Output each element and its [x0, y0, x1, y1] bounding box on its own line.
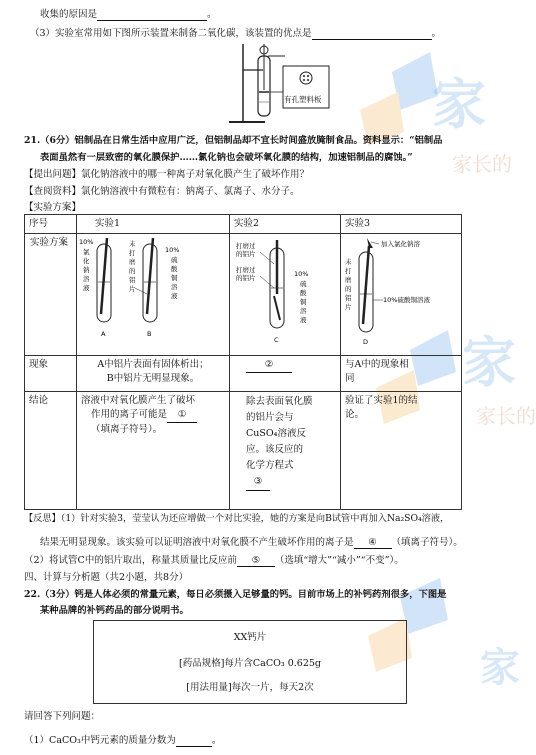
svg-text:的: 的 — [345, 285, 352, 293]
svg-text:10%: 10% — [294, 270, 309, 278]
exp2-conc-line-b: 的铝片会与 — [246, 412, 294, 423]
answer-blank-ca-fraction[interactable] — [176, 735, 212, 747]
watermark-sub-1: 家长的 — [452, 152, 512, 176]
box-title: XX钙片 — [233, 632, 267, 643]
exp2-conc-line-d: 应。该反应的 — [246, 444, 304, 455]
svg-text:磨: 磨 — [129, 258, 136, 266]
exp2-plan-cell — [230, 234, 341, 356]
exp3-conc-line-a: 验证了实验1的结 — [345, 395, 418, 406]
svg-text:硫: 硫 — [171, 256, 178, 264]
svg-text:硫: 硫 — [300, 280, 307, 288]
exp3-phen-line-b: 同 — [345, 373, 355, 384]
exp1-plan-cell — [77, 234, 230, 356]
q22-line-b: 某种品牌的补钙药品的部分说明书。 — [40, 605, 189, 616]
box-spec: [药品规格]每片含CaCO₃ 0.625g — [178, 658, 321, 669]
th-exp3: 实验3 — [341, 215, 462, 234]
q22-sub1-text: （1）CaCO₃中钙元素的质量分数为 — [24, 735, 176, 746]
svg-text:液: 液 — [83, 284, 90, 292]
svg-text:氯: 氯 — [83, 248, 90, 256]
exp1-conc-line-b: 作用的离子可能是 ① — [81, 408, 225, 423]
row-plan-label — [25, 234, 77, 356]
svg-text:的铝片: 的铝片 — [236, 250, 256, 258]
th-exp2: 实验2 — [230, 215, 341, 234]
svg-text:10%硫酸铜溶液: 10%硫酸铜溶液 — [383, 296, 430, 304]
th-exp1: 实验1 — [77, 215, 230, 234]
svg-text:的铝片: 的铝片 — [236, 274, 256, 282]
reflect-line-3-text: （2）将试管C中的铝片取出，称量其质量比反应前 — [24, 555, 237, 566]
q21-line-b: 表面虽然有一层致密的氧化膜保护……氯化钠也会破坏氧化膜的结构，加速铝制品的腐蚀。” — [40, 152, 413, 163]
svg-text:铜: 铜 — [300, 298, 307, 306]
svg-text:10%: 10% — [79, 238, 94, 246]
svg-text:液: 液 — [171, 292, 178, 300]
exp2-conc-line-c: CuSO₄溶液反 — [246, 428, 306, 439]
exp3-plan-cell — [341, 234, 462, 356]
tube-d-label: D — [363, 338, 369, 346]
line-1 — [40, 6, 217, 21]
svg-text:液: 液 — [300, 316, 307, 324]
tube-b-label: B — [147, 330, 152, 338]
medicine-label-box — [93, 620, 407, 704]
svg-text:10%: 10% — [165, 246, 180, 254]
exp2-conc-line-e: 化学方程式 — [246, 460, 294, 471]
reflect-line-3-end: （选填“增大”“减小”“不变”）。 — [274, 555, 404, 566]
watermark-text-2: 家 — [462, 331, 516, 394]
exp3-tube-figure — [341, 234, 461, 350]
ask-line: 请回答下列问题： — [24, 711, 101, 722]
co2-apparatus-figure — [225, 40, 335, 126]
plate-label: 有孔塑料板 — [284, 95, 322, 104]
exp1-conc-line-c: （填离子符号）。 — [91, 424, 163, 435]
line-1-end: 。 — [207, 9, 217, 20]
exp1-conc-line-a: 溶液中对氧化膜产生了破坏 — [81, 395, 196, 406]
svg-text:片: 片 — [345, 303, 352, 311]
svg-text:打: 打 — [345, 267, 352, 275]
svg-text:铝: 铝 — [129, 276, 136, 284]
box-usage: [用法用量]每次一片，每天2次 — [186, 682, 314, 693]
plan-label-text: 实验方案 — [29, 237, 68, 248]
svg-text:磨: 磨 — [345, 276, 352, 284]
svg-text:铜: 铜 — [171, 274, 178, 282]
line-2-text: （3）实验室常用如下图所示装置来制备二氧化碳，该装置的优点是 — [30, 28, 312, 39]
svg-text:化: 化 — [83, 257, 90, 265]
watermark-text-1: 家 — [432, 73, 486, 136]
row-conclusion-label: 结论 — [25, 392, 77, 510]
answer-blank-3[interactable]: ③ — [246, 474, 270, 491]
svg-text:未: 未 — [345, 258, 352, 266]
svg-text:铝: 铝 — [345, 294, 352, 302]
answer-blank-collect[interactable] — [97, 9, 207, 21]
section4-title: 四、计算与分析题（共2小题，共8分） — [24, 572, 189, 583]
reflect-line-2-text: 结果无明显现象。该实验可以证明溶液中对氧化膜不产生破坏作用的离子是 — [40, 537, 354, 548]
answer-blank-2[interactable]: ② — [246, 358, 292, 373]
svg-text:打: 打 — [129, 249, 136, 257]
exp3-conclusion — [341, 392, 462, 510]
svg-text:溶: 溶 — [300, 307, 307, 315]
reflect-line-1: 【反思】（1）针对实验3，莹莹认为还应增做一个对比实验，她的方案是向B试管中再加入Na₂SO₄溶液， — [24, 513, 450, 524]
svg-text:钠: 钠 — [83, 266, 90, 274]
svg-text:的: 的 — [129, 267, 136, 275]
exp1-phen-line-a: A中铝片表面有固体析出； — [97, 359, 209, 370]
svg-text:打磨过: 打磨过 — [236, 266, 256, 274]
tube-c-label: C — [274, 336, 279, 344]
exp2-conclusion — [230, 392, 341, 510]
answer-blank-4[interactable]: ④ — [354, 537, 392, 549]
tube-a-label: A — [101, 330, 106, 338]
svg-text:溶: 溶 — [171, 283, 178, 291]
svg-text:加入氯化钠溶: 加入氯化钠溶 — [381, 240, 420, 248]
exp1-conclusion — [77, 392, 230, 510]
exp2-tube-figure — [230, 234, 340, 350]
q22-line-a: 22.（3分）钙是人体必须的常量元素，每日必须摄入足够量的钙。目前市场上的补钙药剂很多，下图是 — [24, 589, 447, 600]
th-no: 序号 — [25, 215, 77, 234]
svg-text:酸: 酸 — [300, 289, 307, 297]
reflect-line-2 — [40, 534, 463, 549]
answer-blank-advantage[interactable] — [312, 28, 432, 40]
watermark-sub-2: 家长的 — [476, 404, 536, 428]
line-1-text: 收集的原因是 — [40, 9, 98, 20]
svg-text:酸: 酸 — [171, 265, 178, 273]
answer-blank-1[interactable]: ① — [167, 408, 197, 423]
svg-text:片: 片 — [129, 285, 136, 293]
watermark-text-3: 家 — [480, 645, 520, 691]
experiment-table — [24, 214, 462, 510]
exp3-phen-line-a: 与A中的现象相 — [345, 359, 409, 370]
exp2-conc-line-a: 除去表面氧化膜 — [246, 396, 313, 407]
line-2 — [30, 25, 441, 40]
q21-line-e: 【实验方案】 — [24, 202, 82, 213]
row-phenomenon-label: 现象 — [25, 356, 77, 392]
answer-blank-5[interactable]: ⑤ — [237, 555, 275, 567]
q21-line-d: 【查阅资料】氯化钠溶液中有微粒有：钠离子、氯离子、水分子。 — [24, 186, 300, 197]
q22-sub1 — [24, 732, 221, 747]
exp1-tubes-figure — [77, 234, 229, 350]
svg-text:打磨过: 打磨过 — [236, 242, 256, 250]
exp3-phenomenon — [341, 356, 462, 392]
svg-text:溶: 溶 — [83, 275, 90, 283]
exp2-phenomenon — [230, 356, 341, 392]
exp1-phenomenon — [77, 356, 230, 392]
q21-line-a: 21.（6分）铝制品在日常生活中应用广泛，但铝制品却不宜长时间盛放腌制食品。资料显示：“铝制品 — [24, 135, 443, 146]
reflect-line-3 — [24, 552, 404, 567]
line-2-end: 。 — [431, 28, 442, 39]
q22-sub1-end: 。 — [211, 735, 222, 746]
exp1-phen-line-b: B中铝片无明显现象。 — [106, 373, 200, 384]
reflect-line-2-end: （填离子符号）。 — [391, 537, 463, 548]
exp3-conc-line-b: 论。 — [345, 409, 365, 420]
q21-line-c: 【提出问题】氯化钠溶液中的哪一种离子对氧化膜产生了破坏作用？ — [24, 169, 310, 180]
svg-text:未: 未 — [129, 240, 136, 248]
